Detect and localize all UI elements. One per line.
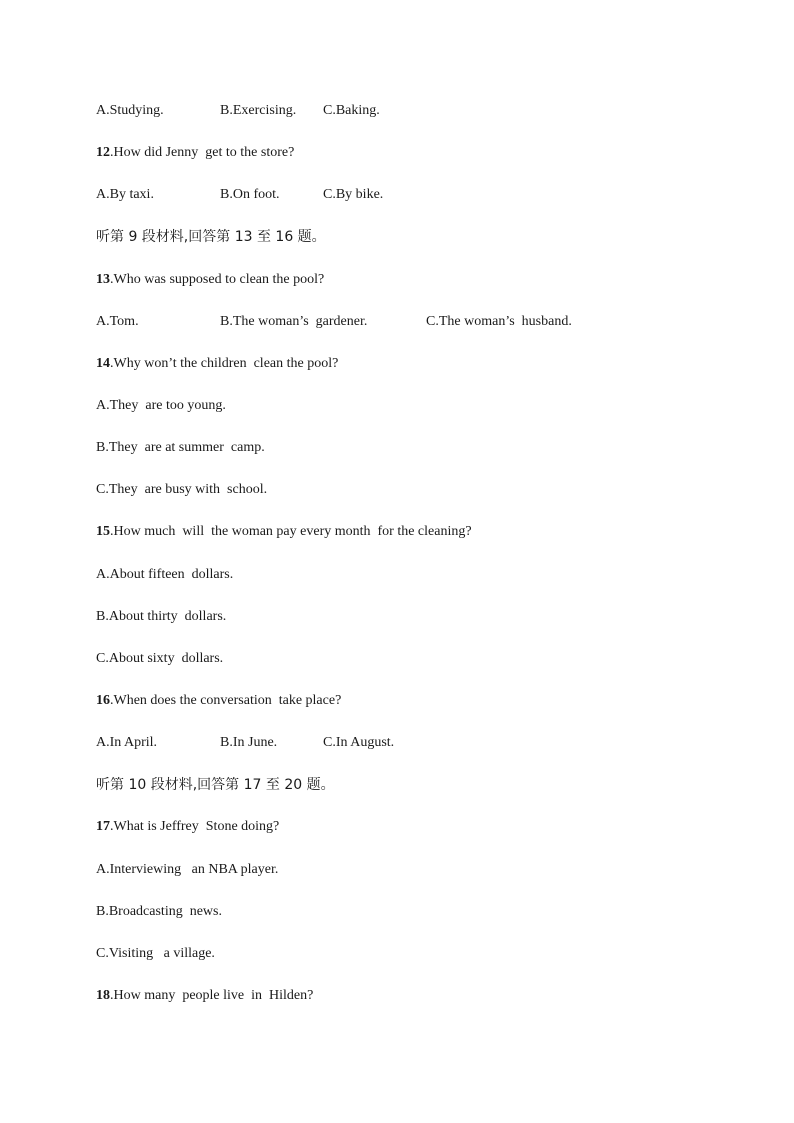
q13-option-a: A.Tom. [96,314,139,329]
q11-option-c: C.Baking. [323,103,380,118]
q14-option-b: B.They are at summer camp. [96,440,265,455]
question-12 [96,144,294,162]
question-13 [96,271,324,289]
q17-option-b: B.Broadcasting news. [96,904,222,919]
question-18 [96,987,313,1005]
question-number: 16 [96,693,110,708]
question-text: .How many people live in Hilden? [110,988,314,1003]
q11-option-a: A.Studying. [96,103,164,118]
q13-option-c: C.The woman’s husband. [426,314,572,329]
q15-option-b: B.About thirty dollars. [96,609,227,624]
q13-option-b: B.The woman’s gardener. [220,314,368,329]
q17-option-c: C.Visiting a village. [96,946,215,961]
question-15 [96,523,472,541]
q14-option-a: A.They are too young. [96,398,226,413]
question-number: 18 [96,988,110,1003]
question-text: .How much will the woman pay every month for the cleaning? [110,524,472,539]
question-number: 14 [96,356,110,371]
q12-option-b: B.On foot. [220,187,280,202]
question-17 [96,818,279,836]
question-text: .What is Jeffrey Stone doing? [110,819,280,834]
section-10-heading: 听第 10 段材料,回答第 17 至 20 题。 [96,777,335,793]
q16-option-b: B.In June. [220,735,278,750]
question-number: 17 [96,819,110,834]
question-number: 15 [96,524,110,539]
question-text: .Who was supposed to clean the pool? [110,272,325,287]
question-number: 13 [96,272,110,287]
q11-option-b: B.Exercising. [220,103,297,118]
q12-option-a: A.By taxi. [96,187,154,202]
question-text: .When does the conversation take place? [110,693,342,708]
question-text: .Why won’t the children clean the pool? [110,356,339,371]
q12-option-c: C.By bike. [323,187,384,202]
question-text: .How did Jenny get to the store? [110,145,295,160]
q17-option-a: A.Interviewing an NBA player. [96,862,279,877]
q15-option-c: C.About sixty dollars. [96,651,224,666]
question-number: 12 [96,145,110,160]
q15-option-a: A.About fifteen dollars. [96,567,234,582]
question-16 [96,692,341,710]
q16-option-c: C.In August. [323,735,395,750]
question-14 [96,355,338,373]
q14-option-c: C.They are busy with school. [96,482,268,497]
q16-option-a: A.In April. [96,735,158,750]
section-9-heading: 听第 9 段材料,回答第 13 至 16 题。 [96,229,326,245]
